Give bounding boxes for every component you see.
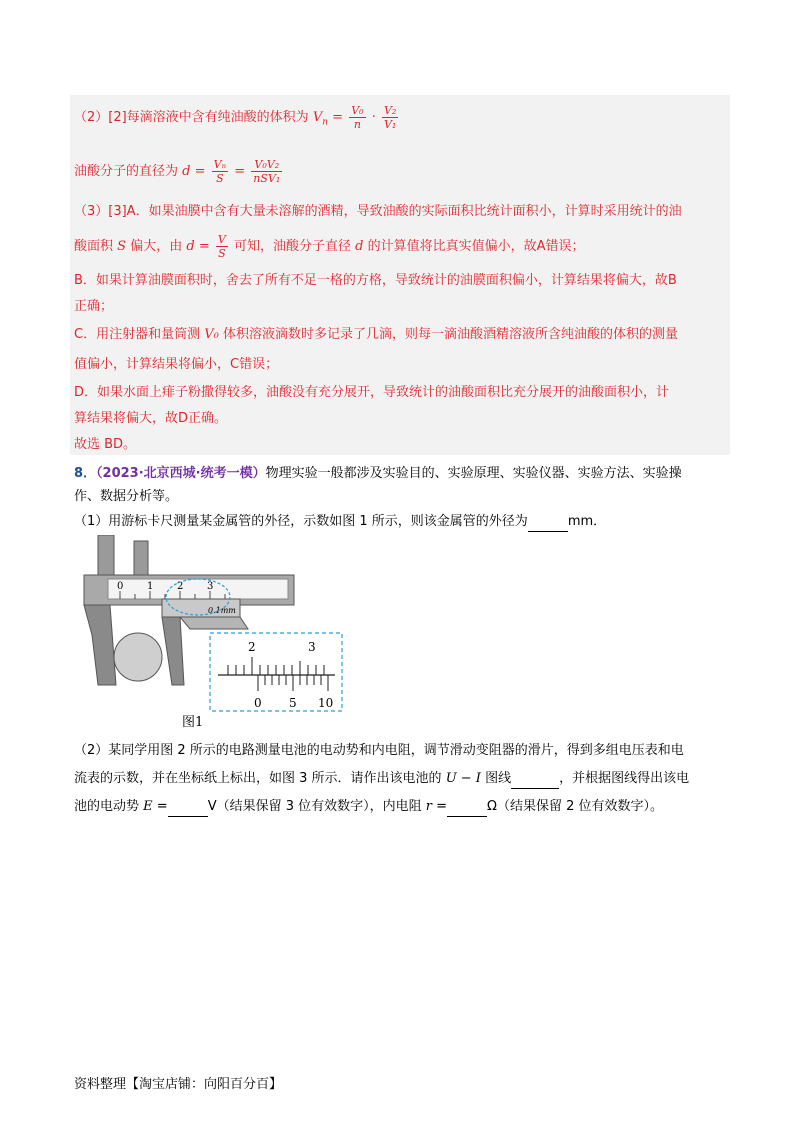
question-intro: 物理实验一般都涉及实验目的、实验原理、实验仪器、实验方法、实验操: [265, 466, 682, 481]
text: =: [156, 799, 168, 814]
text: （1）用游标卡尺测量某金属管的外径，示数如图 1 所示，则该金属管的外径为: [74, 514, 528, 529]
text: 酸面积: [74, 239, 114, 254]
text: Ω（结果保留 2 位有效数字）。: [487, 799, 664, 814]
equals-sign: =: [194, 164, 206, 179]
math-d: d: [355, 239, 364, 254]
math-s: S: [117, 239, 127, 254]
text: =: [436, 799, 448, 814]
main-scale-label-3: 3: [207, 581, 214, 592]
text: 可知，油酸分子直径: [233, 239, 351, 254]
fraction: $\frac{\text{Vₙ}}{S}$: [213, 158, 227, 185]
text: 油酸分子的直径为: [74, 164, 179, 179]
question-number: 8．: [74, 466, 97, 481]
main-scale-label-2: 2: [177, 581, 184, 592]
math-v0: V₀: [204, 327, 219, 342]
answer-blank-graph[interactable]: [511, 770, 559, 789]
answer-option-d-line2: 算结果将偏大，故D正确。: [74, 411, 228, 426]
text: 池的电动势: [74, 799, 140, 814]
math-d: d: [182, 164, 191, 179]
answer-blank-resistance[interactable]: [447, 798, 487, 817]
math-u-i: U − I: [445, 771, 481, 786]
lower-sliding-jaw: [162, 617, 184, 685]
math-d: d: [186, 239, 195, 254]
question8-intro-line2: 作、数据分析等。: [74, 489, 179, 504]
answer-option-b-line1: B．如果计算油膜面积时，舍去了所有不足一格的方格，导致统计的油膜面积偏小，计算结果将偏大，故B: [74, 273, 677, 288]
answer-part2-line2: [74, 158, 284, 185]
text: 体积溶液滴数时多记录了几滴，则每一滴油酸酒精溶液所含纯油酸的体积的测量: [222, 327, 678, 342]
fraction: $\frac{\text{V₀}}{n}$: [351, 104, 364, 131]
vernier-precision-label: 0.1mm: [208, 606, 236, 615]
footer-credit: 资料整理【淘宝店铺：向阳百分百】: [74, 1077, 283, 1092]
question8-part2-line2: [74, 770, 689, 789]
question8-part2-line1: （2）某同学用图 2 所示的电路测量电池的电动势和内电阻，调节滑动变阻器的滑片，得到多组电压表和电: [74, 743, 684, 758]
zoom-vernier-label-10: 10: [318, 696, 334, 710]
upper-fixed-jaw: [98, 535, 114, 575]
answer-blank-emf[interactable]: [168, 798, 208, 817]
upper-sliding-jaw: [134, 541, 148, 577]
fraction: $\frac{\text{V₀V₂}}{\text{nSV₁}}$: [253, 158, 281, 185]
answer-part3-line2: [74, 233, 585, 260]
vernier-thumb: [180, 617, 248, 629]
equals-sign: =: [332, 110, 344, 125]
answer-part3-line1: （3）[3]A．如果油膜中含有大量未溶解的酒精，导致油酸的实际面积比统计面积小，计算时采用统计的油: [74, 204, 682, 219]
text: ，并根据图线得出该电: [559, 771, 690, 786]
answer-option-d-line1: D．如果水面上痱子粉撒得较多，油酸没有充分展开，导致统计的油酸面积比充分展开的油酸面积小，计: [74, 385, 670, 400]
answer-part2-line1: [74, 104, 400, 132]
figure-caption: 图1: [182, 715, 204, 730]
zoom-vernier-label-5: 5: [289, 696, 297, 710]
text: C．用注射器和量筒测: [74, 327, 201, 342]
text: 图线: [485, 771, 512, 786]
answer-option-c-line1: [74, 326, 678, 344]
question-source: （2023·北京西城·统考一模）: [96, 466, 266, 481]
question8-header: [74, 463, 682, 485]
answer-option-c-line2: 值偏小，计算结果将偏小，C错误；: [74, 357, 279, 372]
equals-sign: =: [234, 164, 246, 179]
math-v: $V_n$: [312, 110, 329, 128]
zoom-main-label-2: 2: [248, 640, 256, 654]
text: 的计算值将比真实值偏小，故A错误；: [367, 239, 585, 254]
text: 流表的示数，并在坐标纸上标出，如图 3 所示．请作出该电池的: [74, 771, 442, 786]
text: 偏大，由: [130, 239, 183, 254]
main-scale-label-1: 1: [147, 581, 154, 592]
dot: ·: [371, 110, 376, 125]
answer-blank-diameter[interactable]: [528, 513, 568, 532]
fraction: $\frac{\text{V₂}}{\text{V₁}}$: [383, 104, 397, 131]
fraction: $\frac{V}{S}$: [217, 233, 226, 260]
metal-tube: [114, 633, 162, 681]
zoom-main-label-3: 3: [308, 640, 316, 654]
math-e: E: [143, 799, 153, 814]
unit: mm．: [567, 514, 607, 529]
question8-part2-line3: [74, 798, 663, 817]
math-r: r: [425, 799, 432, 814]
main-scale-label-0: 0: [117, 581, 124, 592]
vernier-caliper-figure: [80, 535, 350, 730]
text: （2）[2]每滴溶液中含有纯油酸的体积为: [74, 110, 309, 125]
lower-fixed-jaw: [84, 605, 116, 685]
question8-part1: [74, 513, 606, 532]
text: V（结果保留 3 位有效数字），内电阻: [207, 799, 422, 814]
answer-final: 故选 BD。: [74, 437, 137, 452]
answer-option-b-line2: 正确；: [74, 299, 114, 314]
zoom-vernier-label-0: 0: [254, 696, 262, 710]
equals-sign: =: [198, 239, 210, 254]
